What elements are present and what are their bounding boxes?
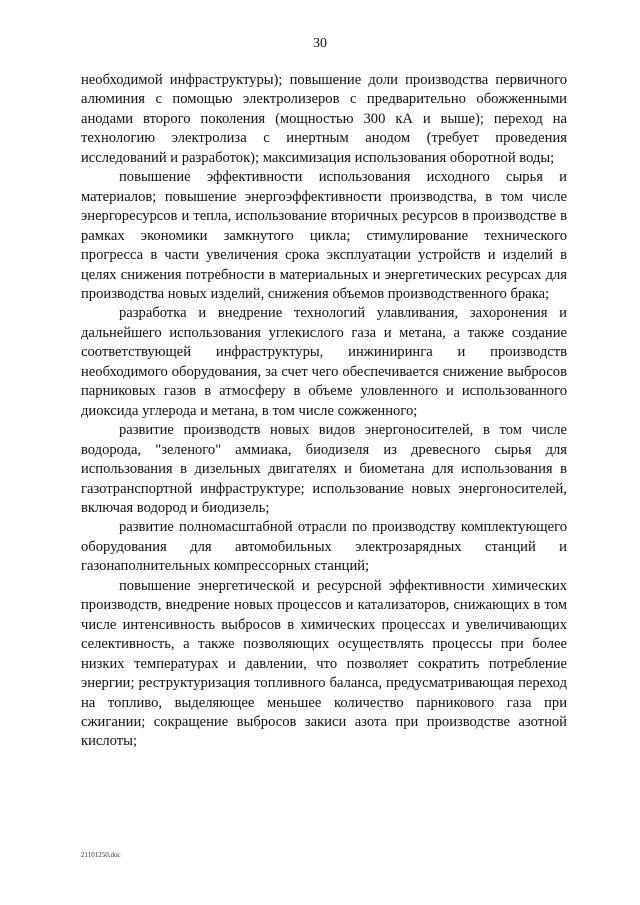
paragraph-continuation: необходимой инфраструктуры); повышение доли производства первичного алюминия с помощью электролизеров с предварительно обожженными анодами второго поколения (мощностью 300 кА и выше); переход на технологию электролиза с инертным анодом (требует проведения исследований и разработок); максимизация использования оборотной воды;: [81, 72, 567, 166]
footer-file-name: 21101250.doc: [81, 851, 121, 859]
paragraph-charging-stations: развитие полномасштабной отрасли по производству комплектующего оборудования для автомобильных электрозарядных станций и газонаполнительных компрессорных станций;: [81, 519, 567, 575]
paragraph-resource-efficiency: повышение эффективности использования исходного сырья и материалов; повышение энергоэффективности производства, в том числе энергоресурсов и тепла, использование вторичных ресурсов в производстве в рамках экономики замкнутого цикла; стимулирование технического прогресса в части увеличения срока эксплуатации устройств и изделий в целях снижения потребности в материальных и энергетических ресурсах для производства новых изделий, снижения объемов производственного брака;: [81, 169, 567, 302]
document-body: [81, 71, 567, 752]
paragraph-chemical-production: повышение энергетической и ресурсной эффективности химических производств, внедрение новых процессов и катализаторов, снижающих в том числе интенсивность выбросов в химических процессах и увеличивающих селективность, а также позволяющих осуществлять процессы при более низких температурах и давлении, что позволяет сократить потребление энергии; реструктуризация топливного баланса, предусматривающая переход на топливо, выделяющее меньшее количество парникового газа при сжигании; сокращение выбросов закиси азота при производстве азотной кислоты;: [81, 577, 567, 750]
page-number: 30: [313, 36, 327, 51]
paragraph-new-energy-carriers: развитие производств новых видов энергоносителей, в том числе водорода, "зеленого" аммиака, биодизеля из древесного сырья для использования в дизельных двигателях и биометана для использования в газотранспортной инфраструктуре; использование новых энергоносителей, включая водород и биодизель;: [81, 422, 567, 516]
paragraph-carbon-capture: разработка и внедрение технологий улавливания, захоронения и дальнейшего использования углекислого газа и метана, а также создание соответствующей инфраструктуры, инжиниринга и производств необходимого оборудования, за счет чего обеспечивается снижение выбросов парниковых газов в атмосферу в объеме уловленного и использованного диоксида углерода и метана, в том числе сожженного;: [81, 305, 567, 419]
